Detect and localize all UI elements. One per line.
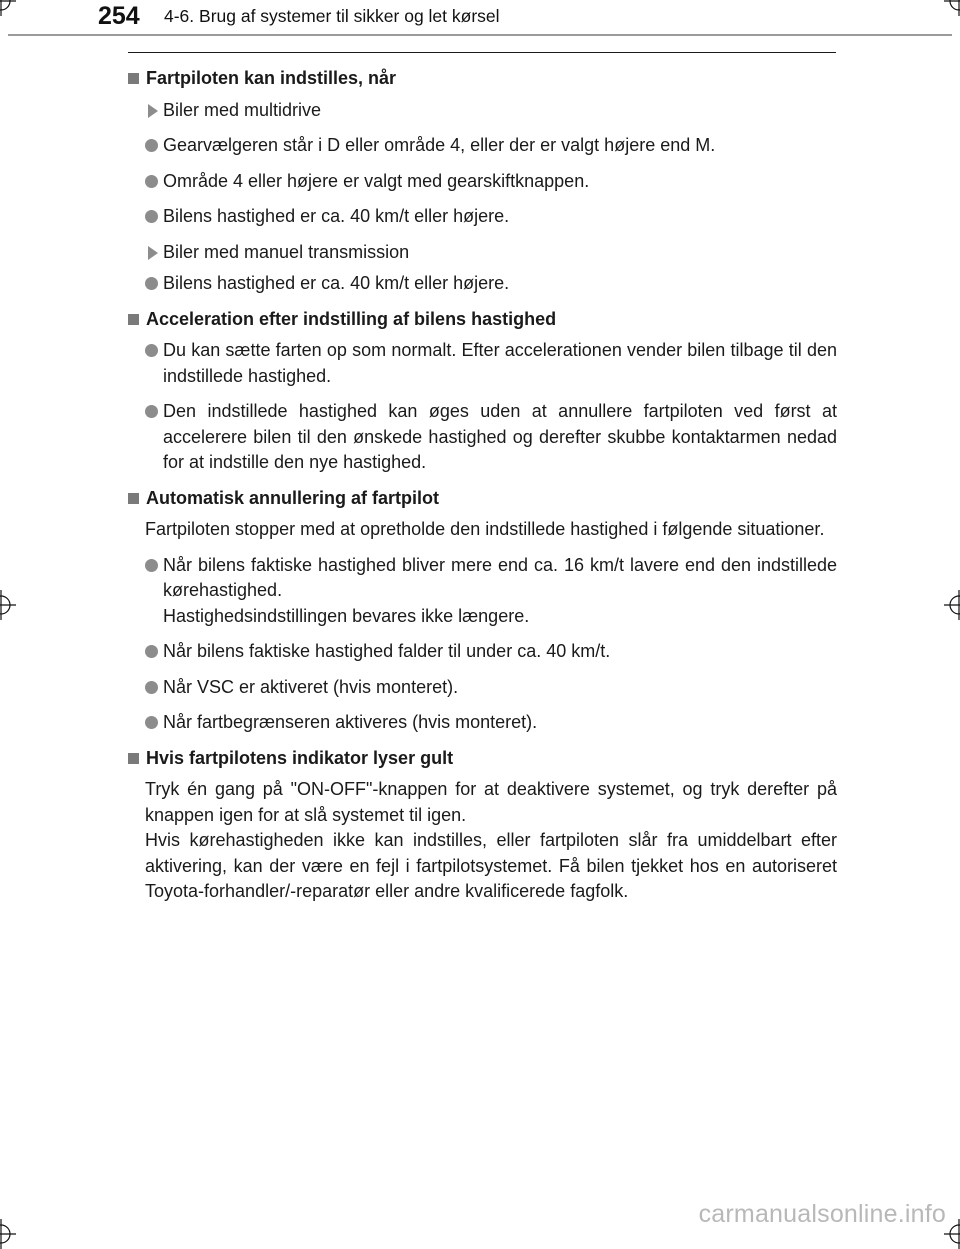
- section-heading: Automatisk annullering af fartpilot: [128, 486, 837, 512]
- page-content: [128, 66, 837, 911]
- triangle-bullet-icon: [148, 104, 158, 118]
- list-item: Område 4 eller højere er valgt med gearskiftknappen.: [128, 169, 837, 195]
- chapter-title: 4-6. Brug af systemer til sikker og let kørsel: [164, 6, 500, 26]
- list-item: Den indstillede hastighed kan øges uden at annullere fartpiloten ved først at accelerere bilen til den ønskede hastighed og derefter skubbe kontaktarmen nedad for at indstille den nye hastighed.: [128, 399, 837, 476]
- circle-bullet-icon: [145, 139, 158, 152]
- watermark: carmanualsonline.info: [698, 1200, 946, 1228]
- section-heading: Hvis fartpilotens indikator lyser gult: [128, 746, 837, 772]
- circle-bullet-icon: [145, 344, 158, 357]
- header-rule: [8, 34, 952, 36]
- list-item: Bilens hastighed er ca. 40 km/t eller højere.: [128, 204, 837, 230]
- circle-bullet-icon: [145, 277, 158, 290]
- square-bullet-icon: [128, 753, 139, 764]
- square-bullet-icon: [128, 73, 139, 84]
- square-bullet-icon: [128, 493, 139, 504]
- list-item: Når bilens faktiske hastighed falder til under ca. 40 km/t.: [128, 639, 837, 665]
- registration-mark-mid-left-icon: [0, 590, 16, 620]
- section-heading: Fartpiloten kan indstilles, når: [128, 66, 837, 92]
- list-item: Når fartbegrænseren aktiveres (hvis monteret).: [128, 710, 837, 736]
- list-item: Når bilens faktiske hastighed bliver mere end ca. 16 km/t lavere end den indstillede kørehastighed. Hastighedsindstillingen bevares ikke længere.: [128, 553, 837, 630]
- circle-bullet-icon: [145, 645, 158, 658]
- registration-mark-top-left-icon: [0, 0, 16, 16]
- square-bullet-icon: [128, 314, 139, 325]
- circle-bullet-icon: [145, 716, 158, 729]
- triangle-bullet-icon: [148, 246, 158, 260]
- circle-bullet-icon: [145, 175, 158, 188]
- section-paragraph: Tryk én gang på "ON-OFF"-knappen for at deaktivere systemet, og tryk derefter på knappen igen for at slå systemet til igen. Hvis kørehastigheden ikke kan indstilles, eller fartpiloten slår fra umiddelbart efter aktivering, kan der være en fejl i fartpilotsystemet. Få bilen tjekket hos en autoriseret Toyota-forhandler/-reparatør eller andre kvalificerede fagfolk.: [145, 779, 837, 901]
- registration-mark-top-right-icon: [944, 0, 960, 16]
- circle-bullet-icon: [145, 559, 158, 572]
- page-number: 254: [98, 2, 140, 30]
- section-intro: Fartpiloten stopper med at opretholde den indstillede hastighed i følgende situationer.: [145, 519, 825, 539]
- registration-mark-bottom-left-icon: [0, 1219, 16, 1249]
- circle-bullet-icon: [145, 405, 158, 418]
- section-heading: Acceleration efter indstilling af bilens hastighed: [128, 307, 837, 333]
- content-rule: [128, 52, 836, 53]
- list-item: Gearvælgeren står i D eller område 4, eller der er valgt højere end M.: [128, 133, 837, 159]
- subheading-manual: Biler med manuel transmission: [128, 240, 837, 266]
- circle-bullet-icon: [145, 681, 158, 694]
- list-item: Når VSC er aktiveret (hvis monteret).: [128, 675, 837, 701]
- registration-mark-mid-right-icon: [944, 590, 960, 620]
- subheading-multidrive: Biler med multidrive: [128, 98, 837, 124]
- circle-bullet-icon: [145, 210, 158, 223]
- list-item: Du kan sætte farten op som normalt. Efter accelerationen vender bilen tilbage til den indstillede hastighed.: [128, 338, 837, 389]
- registration-mark-bottom-right-icon: [944, 1219, 960, 1249]
- list-item: Bilens hastighed er ca. 40 km/t eller højere.: [128, 271, 837, 297]
